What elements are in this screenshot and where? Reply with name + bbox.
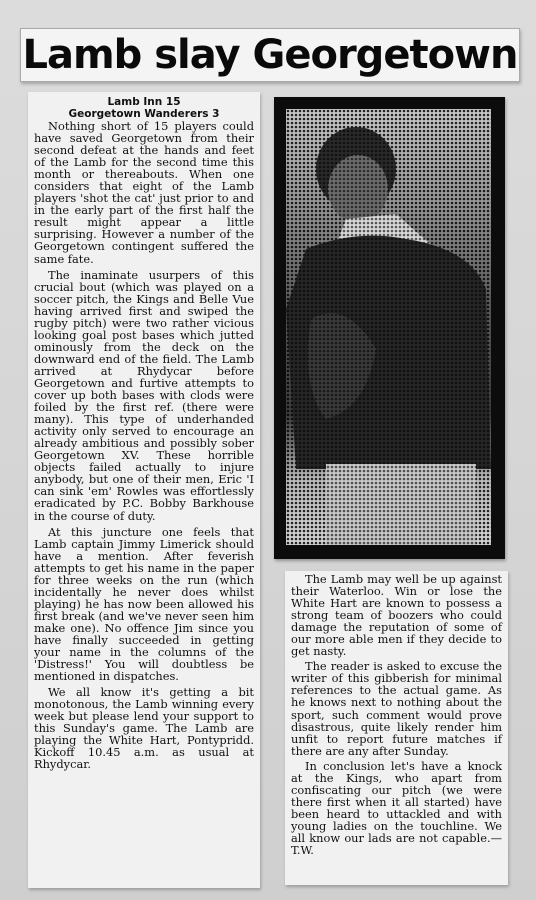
paragraph: The Lamb may well be up against their Waterloo. Win or lose the White Hart are known to possess a strong team of boozers who could damage the reputation of some of our more able men if they decide to get nasty. [291,572,502,659]
paragraph: The reader is asked to excuse the writer of this gibberish for minimal references to the actual game. As he knows next to nothing about the sport, such comment would prove disastrous, quite likely render him unfit to report future matches if there are any after Sunday. [291,659,502,758]
paragraph: Nothing short of 15 players could have saved Georgetown from their second defeat at the hands and feet of the Lamb for the second time this month or thereabouts. When one considers that eight of the Lamb players 'shot the cat' just prior to and in the early part of the first half the result might appear a little surprising. However a number of the Georgetown contingent suffered the same fate. [34,119,254,266]
headline: Lamb slay Georgetown [22,32,518,78]
halftone-portrait-image [286,109,491,545]
headline-clipping [20,28,520,82]
paragraph: In conclusion let's have a knock at the Kings, who apart from confiscating our pitch (we were there first when it all started) have been heard to uttackled and with young ladies on the touchline. We all know our lads are not capable.—T.W. [291,758,502,858]
paragraph: The inaminate usurpers of this crucial bout (which was played on a soccer pitch, the Kings and Belle Vue having arrived first and swiped the rugby pitch) were two rather vicious looking goal post bases which jutted ominously from the deck on the downward end of the field. The Lamb arrived at Rhydycar before Georgetown and furtive attempts to cover up both bases with clods were foiled by the first ref. (there were many). This type of underhanded activity only served to encourage an already ambitious and possibly sober Georgetown XV. These horrible objects failed actually to injure anybody, but one of their men, Eric 'I can sink 'em' Rowles was effortlessly eradicated by P.C. Bobby Barkhouse in the course of duty. [34,267,254,523]
right-column-text [291,573,502,856]
article-clipping-right [285,571,508,885]
article-clipping-left [28,92,260,888]
score-heading [34,96,254,120]
left-column-text [34,120,254,770]
score-line-away: Georgetown Wanderers 3 [68,108,220,120]
score-line-home: Lamb Inn 15 [107,96,181,108]
player-photo [286,109,491,545]
paragraph: We all know it's getting a bit monotonous, the Lamb winning every week but please lend your support to this Sunday's game. The Lamb are playing the White Hart, Pontypridd. Kickoff 10.45 a.m. as usual at Rhydycar. [34,685,254,772]
photo-frame [274,97,505,559]
paragraph: At this juncture one feels that Lamb captain Jimmy Limerick should have a mention. After feverish attempts to get his name in the paper for three weeks on the run (which incidentally he never does whilst playing) he has now been allowed his first break (and we've never seen him make one). No offence Jim since you have finally succeeded in getting your name in the columns of the 'Distress!' You will doubtless be mentioned in dispatches. [34,524,254,684]
